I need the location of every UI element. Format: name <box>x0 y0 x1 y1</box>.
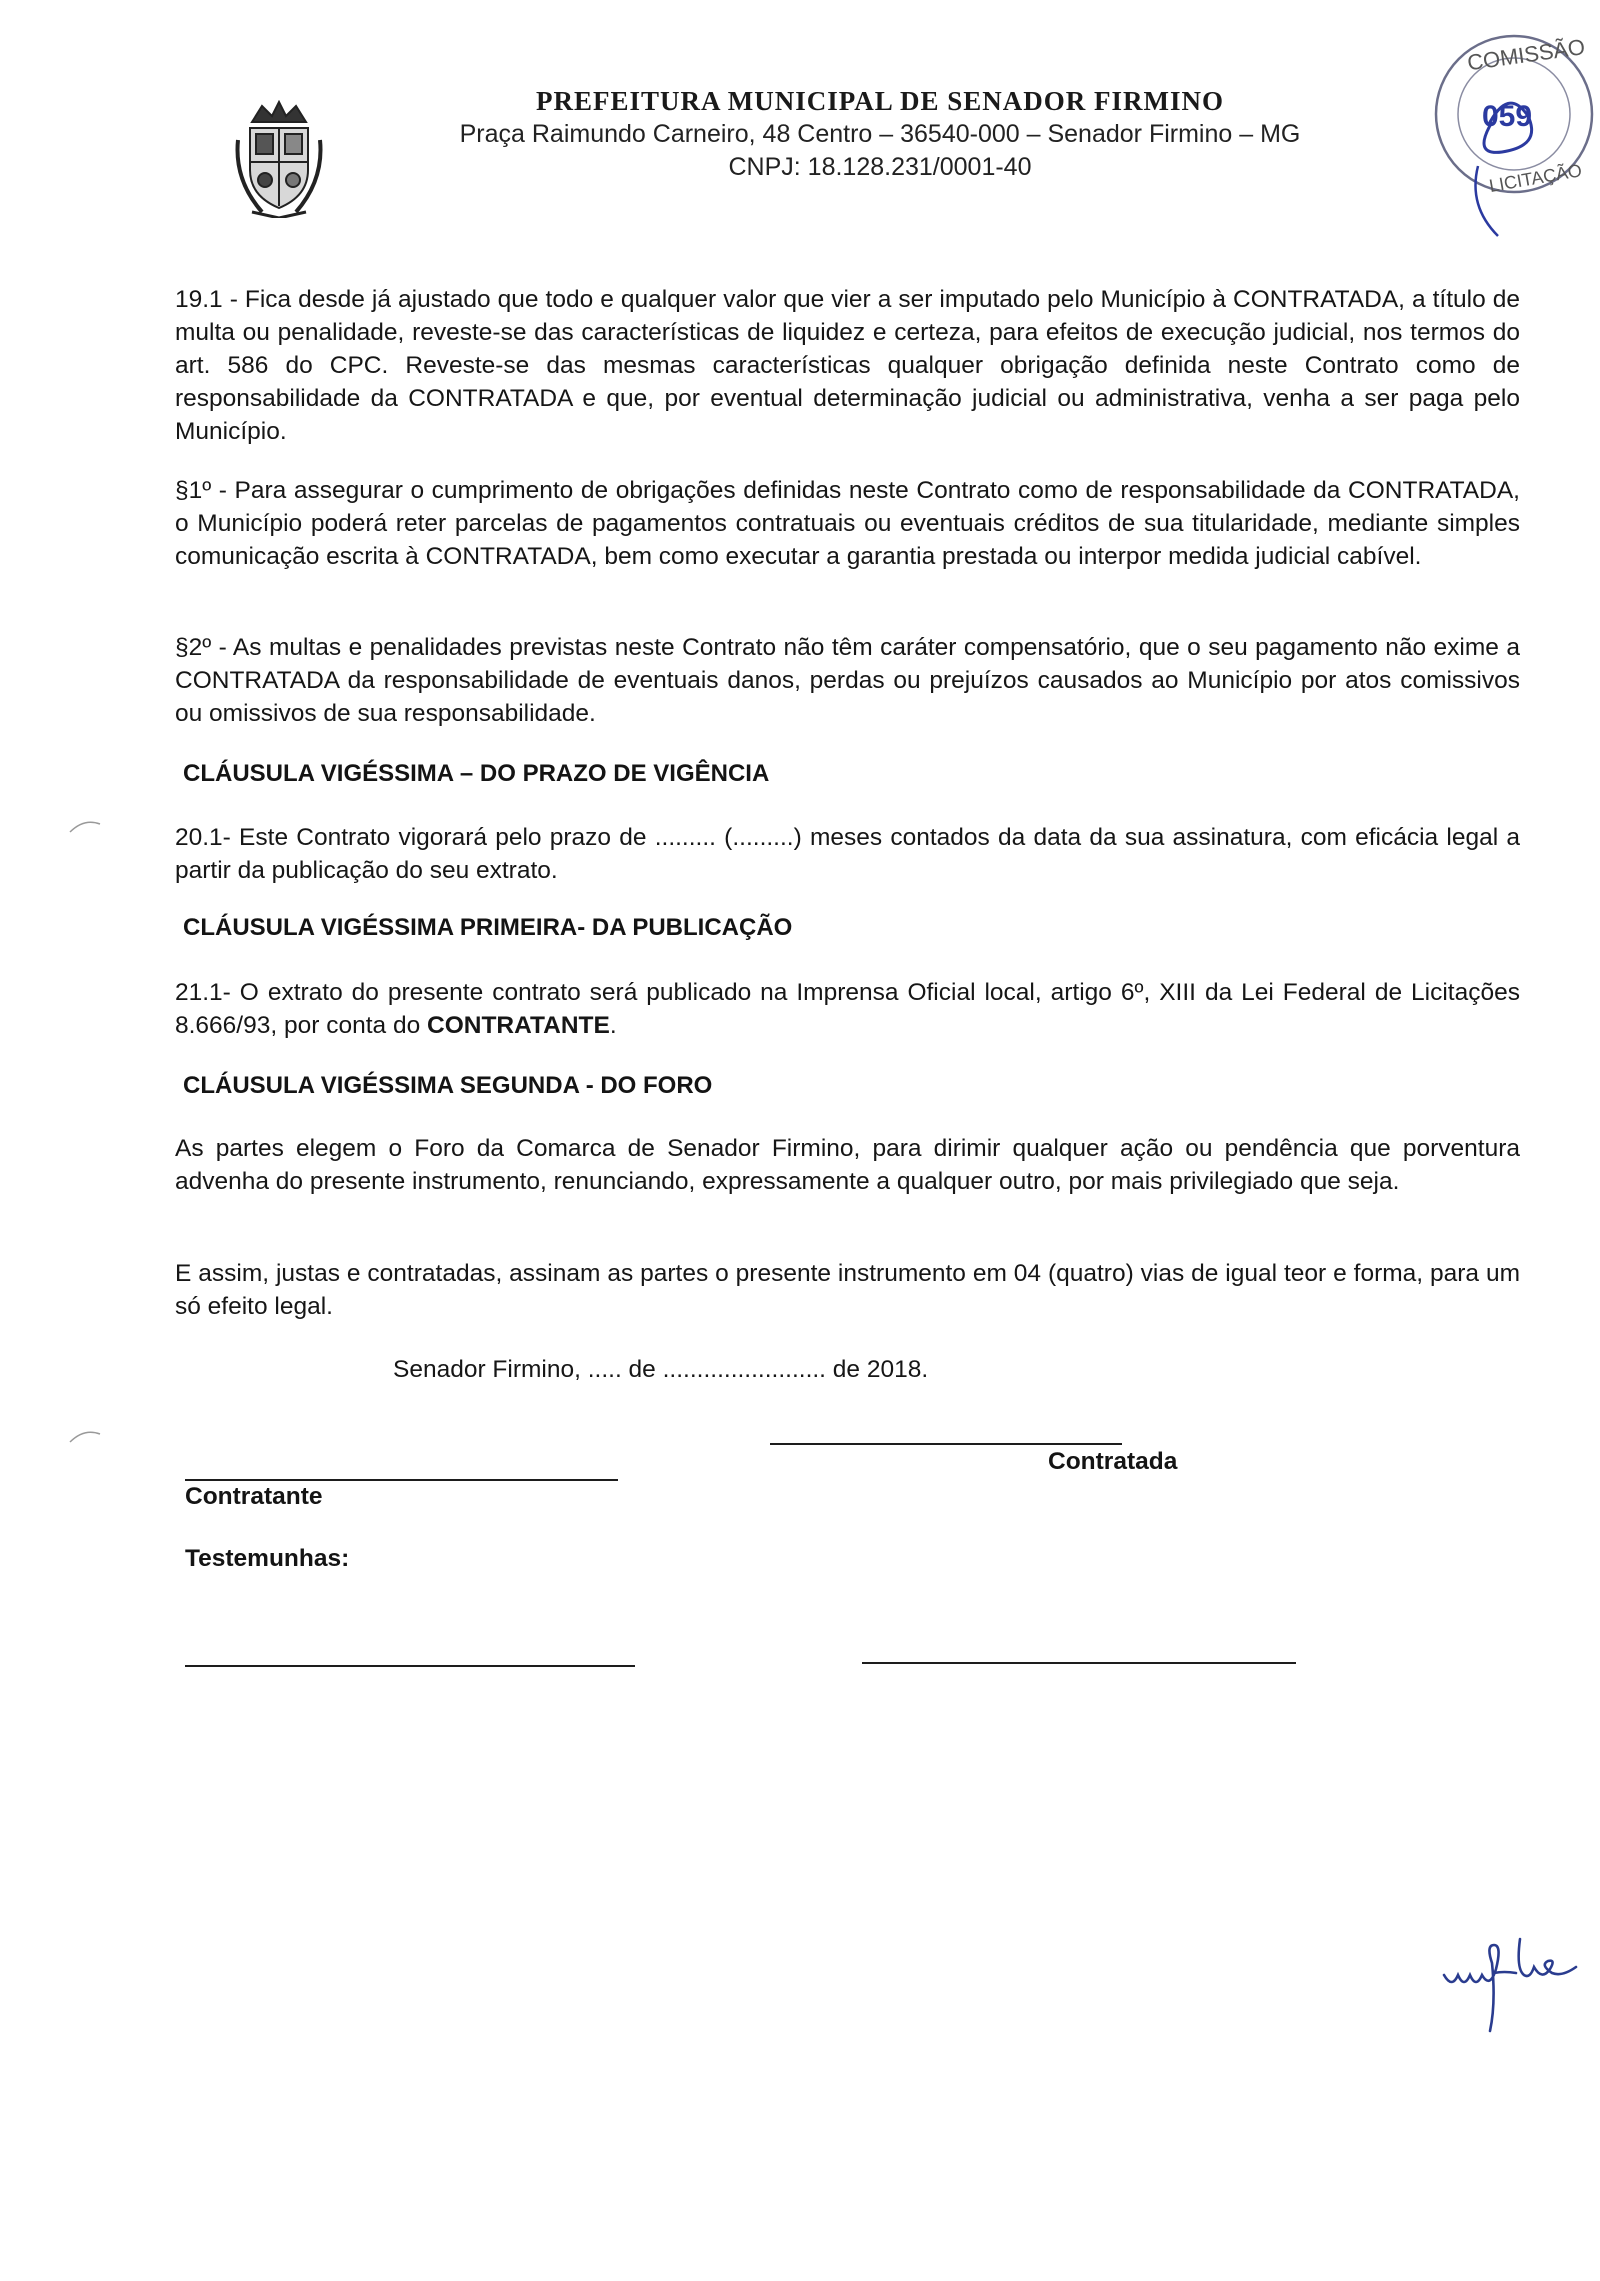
clause-21-1-text: 21.1- O extrato do presente contrato será publicado na Imprensa Oficial local, artigo 6º, XIII da Lei Federal de Licitações 8.666/93, por conta do <box>175 979 1520 1039</box>
contratada-signature-line <box>770 1443 1122 1445</box>
stamp-number: 059 <box>1482 100 1533 133</box>
clause-22-text: As partes elegem o Foro da Comarca de Senador Firmino, para dirimir qualquer ação ou pendência que porventura advenha do presente instrumento, renunciando, expressamente a qualquer outro, por mais privilegiado que seja. <box>175 1135 1520 1195</box>
handwritten-initials-icon <box>1440 1925 1600 2045</box>
scan-mark-icon <box>66 1420 106 1450</box>
clause-21-1 <box>175 976 1520 1042</box>
paragraph-2: §2º - As multas e penalidades previstas neste Contrato não têm caráter compensatório, que o seu pagamento não exime a CONTRATADA da responsabilidade de eventuais danos, perdas ou prejuízos causados ao Município por atos comissivos ou omissivos de sua responsabilidade. <box>175 634 1520 727</box>
contratante-label: Contratante <box>185 1483 323 1510</box>
contratante-emphasis: CONTRATANTE <box>427 1012 610 1039</box>
clause-19-1: 19.1 - Fica desde já ajustado que todo e qualquer valor que vier a ser imputado pelo Município à CONTRATADA, a título de multa ou penalidade, reveste-se das características de liquidez e certeza, para efeitos de execução judicial, nos termos do art. 586 do CPC. Reveste-se das mesmas características qualquer obrigação definida neste Contrato como de responsabilidade da CONTRATADA e que, por eventual determinação judicial ou administrativa, venha a ser paga pelo Município. <box>175 286 1520 445</box>
witness-2-signature-line <box>862 1662 1296 1664</box>
paragraph-1: §1º - Para assegurar o cumprimento de obrigações definidas neste Contrato como de responsabilidade da CONTRATADA, o Município poderá reter parcelas de pagamentos contratuais ou eventuais créditos de sua titularidade, mediante simples comunicação escrita à CONTRATADA, bem como executar a garantia prestada ou interpor medida judicial cabível. <box>175 477 1520 570</box>
scan-mark-icon <box>66 810 106 840</box>
contratada-label: Contratada <box>1048 1448 1178 1475</box>
heading-clause-20: CLÁUSULA VIGÉSSIMA – DO PRAZO DE VIGÊNCIA <box>183 760 770 787</box>
clause-21-1-end: . <box>609 1012 617 1039</box>
stamp-label-bottom: LICITAÇÃO <box>1487 160 1584 197</box>
commission-stamp-icon <box>1418 16 1600 246</box>
heading-clause-21: CLÁUSULA VIGÉSSIMA PRIMEIRA- DA PUBLICAÇÃO <box>183 914 793 941</box>
municipality-address: Praça Raimundo Carneiro, 48 Centro – 36540-000 – Senador Firmino – MG <box>459 120 1301 148</box>
date-line: Senador Firmino, ..... de ........................ de 2018. <box>393 1356 929 1383</box>
witnesses-label: Testemunhas: <box>185 1545 350 1572</box>
closing-paragraph: E assim, justas e contratadas, assinam as partes o presente instrumento em 04 (quatro) vias de igual teor e forma, para um só efeito legal. <box>175 1260 1520 1320</box>
witness-1-signature-line <box>185 1665 635 1667</box>
contratante-signature-line <box>185 1479 618 1481</box>
municipality-title: PREFEITURA MUNICIPAL DE SENADOR FIRMINO <box>535 86 1225 116</box>
municipality-cnpj: CNPJ: 18.128.231/0001-40 <box>728 153 1032 181</box>
stamp-label-top: COMISSÃO <box>1465 34 1587 76</box>
heading-clause-22: CLÁUSULA VIGÉSSIMA SEGUNDA - DO FORO <box>183 1072 713 1099</box>
municipal-crest-icon <box>232 100 326 218</box>
letterhead <box>380 84 1380 184</box>
clause-20-1: 20.1- Este Contrato vigorará pelo prazo de ......... (.........) meses contados da data da sua assinatura, com eficácia legal a partir da publicação do seu extrato. <box>175 824 1520 884</box>
